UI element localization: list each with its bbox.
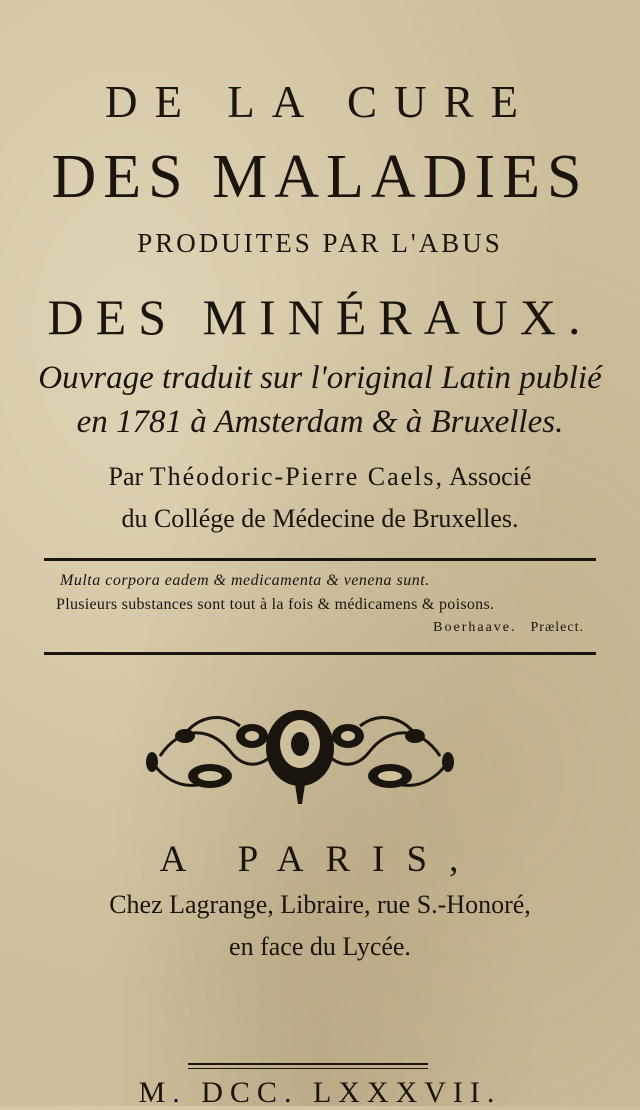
epigraph-french: Plusieurs substances sont tout à la fois & médicamens & poisons. [56,596,495,613]
epigraph-top-rule [44,558,596,561]
author-line [0,462,640,492]
imprint-date: M. DCC. LXXXVII. [138,1076,502,1109]
title-line-3: PRODUITES PAR L'ABUS [137,228,503,258]
subtitle-line-1: Ouvrage traduit sur l'original Latin publié [38,360,602,396]
imprint-rule [188,1063,428,1065]
title-line-4: DES MINÉRAUX. [47,289,593,345]
imprint-publisher: Chez Lagrange, Libraire, rue S.-Honoré, [109,890,531,919]
subtitle-line-2: en 1781 à Amsterdam & à Bruxelles. [76,404,564,440]
epigraph-author: Boerhaave. [433,620,517,635]
epigraph-attribution [56,620,584,636]
author-name: Théodoric-Pierre Caels, [149,462,445,491]
epigraph-work: Prælect. [530,620,584,635]
title-line-2: DES MALADIES [51,143,589,211]
epigraph-latin: Multa corpora eadem & medicamenta & venena sunt. [60,572,430,589]
floral-vignette-icon [140,696,460,806]
epigraph-bottom-rule [44,652,596,655]
author-suffix: Associé [449,462,532,491]
title-line-1: DE LA CURE [104,77,535,127]
author-prefix: Par [108,462,144,491]
imprint-address: en face du Lycée. [229,932,411,961]
imprint-city: A PARIS, [159,839,481,880]
imprint-rule-thin [188,1068,428,1069]
author-affiliation: du Collége de Médecine de Bruxelles. [121,504,519,533]
